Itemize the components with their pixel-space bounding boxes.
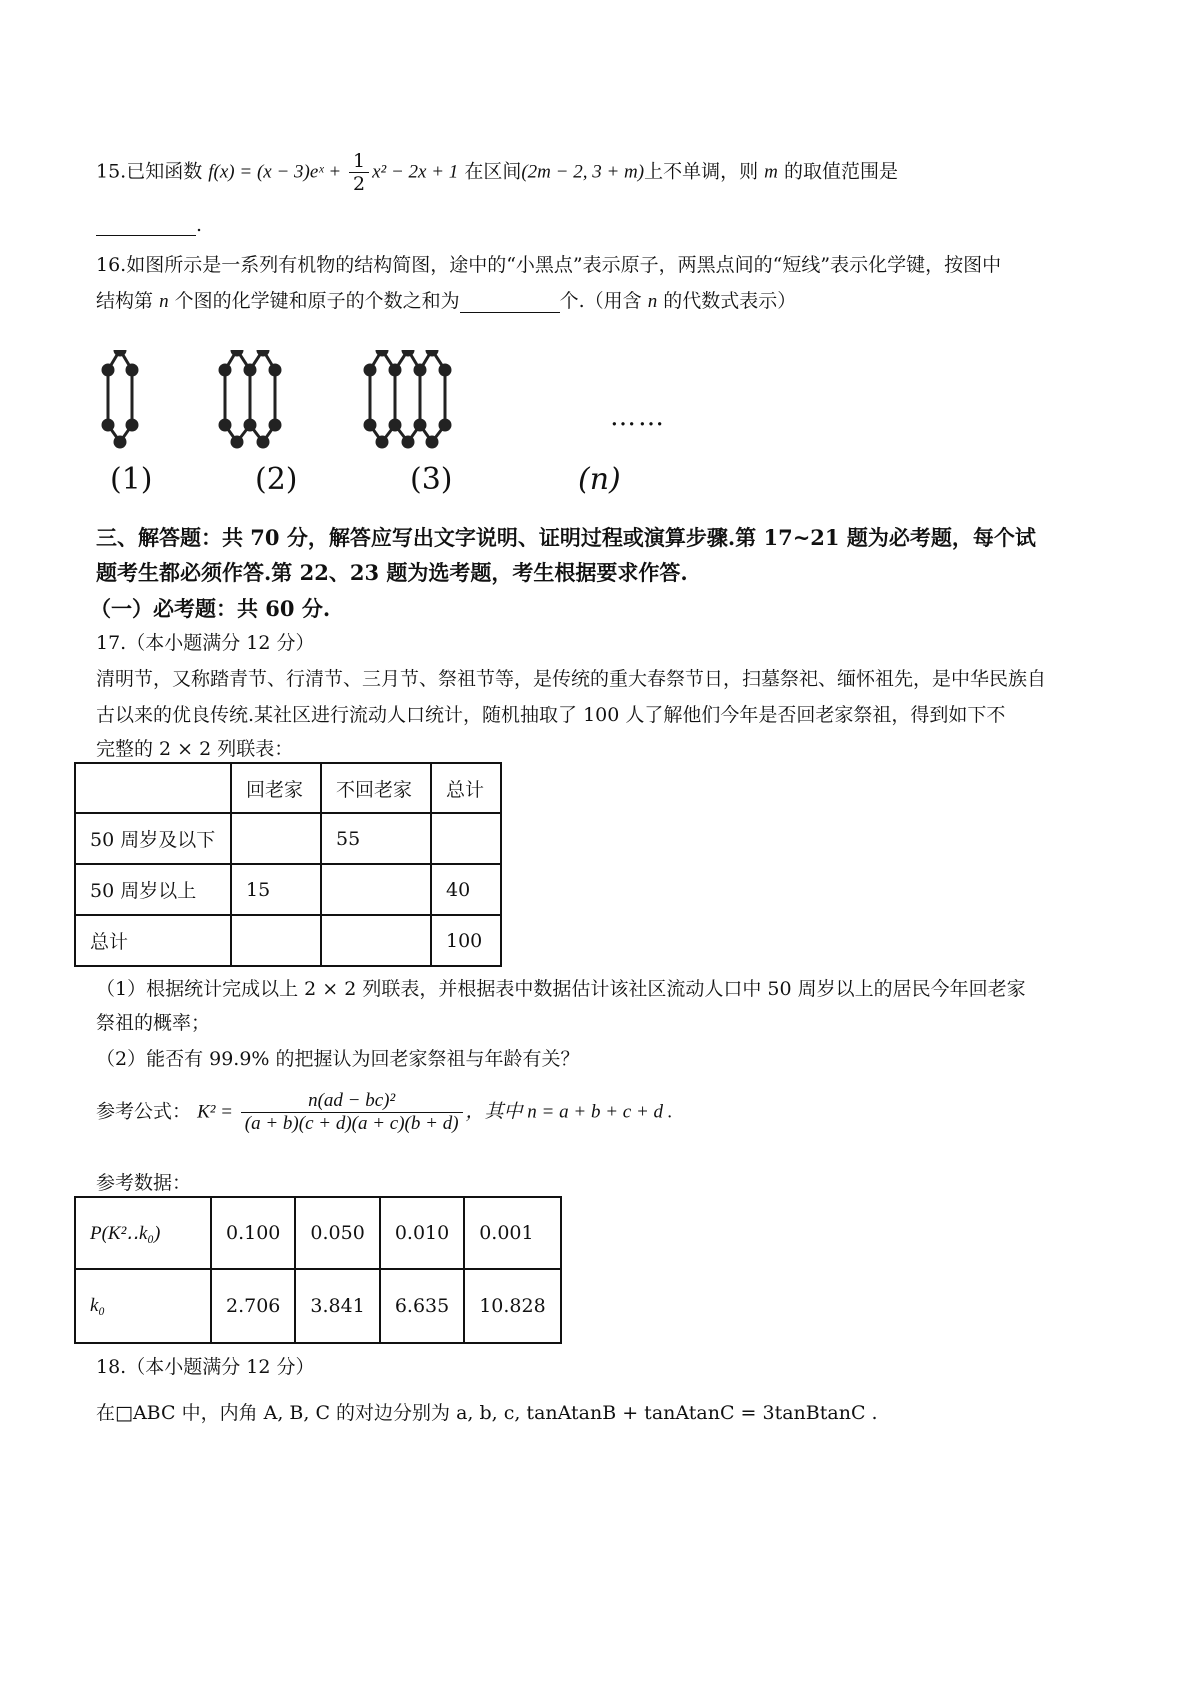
figure-label-3: (3)	[410, 462, 453, 497]
q17-p2: 古以来的优良传统.某社区进行流动人口统计，随机抽取了 100 人了解他们今年是否回老家祭祖，得到如下不	[96, 704, 1006, 726]
q15-frac-num: 1	[349, 150, 369, 173]
table-row	[75, 1269, 561, 1343]
table-row	[75, 915, 501, 966]
q17-sub1b: 祭祖的概率；	[96, 1012, 211, 1034]
formula-lhs: K² =	[197, 1101, 238, 1123]
table-cell: 6.635	[380, 1269, 464, 1343]
table-cell: 0.050	[295, 1197, 379, 1269]
q15-function: f(x) = (x − 3)eˣ +	[208, 161, 346, 183]
table-cell	[75, 763, 231, 813]
table-cell: 总计	[431, 763, 501, 813]
section3-line1: 三、解答题：共 70 分，解答应写出文字说明、证明过程或演算步骤.第 17~21 题为必考题，每个试	[96, 525, 1036, 550]
q16-line2-a: 结构第	[96, 290, 154, 312]
q15-blank-end: .	[196, 214, 203, 236]
q15-prefix: 15.已知函数	[96, 160, 203, 183]
table-cell: 0.100	[211, 1197, 295, 1269]
q17-p3: 完整的 2 × 2 列联表：	[96, 738, 294, 760]
q17-sub2: （2）能否有 99.9% 的把握认为回老家祭祖与年龄有关？	[96, 1048, 580, 1070]
q15-suffix: 上不单调，则	[644, 160, 759, 183]
contingency-table	[74, 762, 502, 967]
q16-var-n2: n	[647, 291, 658, 312]
q16-blank[interactable]	[460, 294, 560, 313]
table-cell	[321, 915, 431, 966]
table-cell	[231, 813, 321, 864]
molecule-2	[220, 350, 280, 447]
formula-label: 参考公式：	[96, 1100, 192, 1123]
q18-body: 在□ABC 中，内角 A, B, C 的对边分别为 a, b, c, tanAtanB + tanAtanC = 3tanBtanC .	[96, 1402, 878, 1424]
table-cell: 回老家	[231, 763, 321, 813]
table-cell	[231, 915, 321, 966]
q17-p1: 清明节，又称踏青节、行清节、三月节、祭祖节等，是传统的重大春祭节日，扫墓祭祀、缅怀祖先，是中华民族自	[96, 668, 1047, 690]
q16-line2-b: 个图的化学键和原子的个数之和为	[174, 290, 460, 312]
table-cell: P(K²‥k₀)	[75, 1197, 211, 1269]
table-cell: 总计	[75, 915, 231, 966]
table-cell: 15	[231, 864, 321, 915]
q16-line2-c: 个.（用含	[559, 290, 642, 312]
table-row	[75, 864, 501, 915]
formula-numerator: n(ad − bc)²	[241, 1090, 463, 1113]
molecule-structure-figure	[100, 350, 660, 470]
q15-frac-den: 2	[352, 173, 366, 195]
q15-interval: (2m − 2, 3 + m)	[521, 161, 645, 183]
table-cell: 55	[321, 813, 431, 864]
table-cell: 不回老家	[321, 763, 431, 813]
formula-tail: ，其中 n = a + b + c + d .	[465, 1101, 673, 1123]
section3-line2: 题考生都必须作答.第 22、23 题为选考题，考生根据要求作答.	[96, 560, 688, 585]
formula-fraction	[241, 1090, 463, 1135]
table-cell	[321, 864, 431, 915]
q15-blank[interactable]	[96, 217, 196, 236]
figure-label-n: (n)	[578, 462, 621, 497]
q18-head: 18.（本小题满分 12 分）	[96, 1356, 315, 1378]
table-cell: 50 周岁以上	[75, 864, 231, 915]
table-cell: 2.706	[211, 1269, 295, 1343]
q16-line2-d: 的代数式表示）	[663, 290, 797, 312]
table-cell: 40	[431, 864, 501, 915]
table-cell: 50 周岁及以下	[75, 813, 231, 864]
table-row	[75, 763, 501, 813]
table-cell: 0.001	[464, 1197, 560, 1269]
figure-ellipsis: ……	[610, 402, 666, 432]
table-cell	[431, 813, 501, 864]
q17-ref-label: 参考数据：	[96, 1172, 192, 1194]
molecule-3	[365, 350, 450, 447]
table-row	[75, 1197, 561, 1269]
q17-sub1a: （1）根据统计完成以上 2 × 2 列联表，并根据表中数据估计该社区流动人口中 50 周岁以上的居民今年回老家	[96, 978, 1026, 1000]
q15-fraction	[349, 150, 369, 195]
table-row	[75, 813, 501, 864]
q15-function-tail: x² − 2x + 1	[372, 161, 459, 183]
table-cell: 10.828	[464, 1269, 560, 1343]
figure-label-2: (2)	[255, 462, 298, 497]
q16-line2	[96, 286, 796, 313]
section3-sub: （一）必考题：共 60 分.	[90, 596, 331, 621]
q16-line1: 16.如图所示是一系列有机物的结构简图，途中的“小黑点”表示原子，两黑点间的“短线”表示化学键，按图中	[96, 254, 1002, 276]
table-cell: k₀	[75, 1269, 211, 1343]
q16-var-n: n	[159, 291, 169, 312]
q17-head: 17.（本小题满分 12 分）	[96, 632, 315, 654]
q15-var: m	[764, 161, 778, 183]
q17-formula	[96, 1090, 673, 1135]
table-cell: 0.010	[380, 1197, 464, 1269]
question-15	[96, 150, 898, 195]
figure-label-1: (1)	[110, 462, 153, 497]
molecule-1	[103, 350, 150, 447]
table-cell: 3.841	[295, 1269, 379, 1343]
table-cell: 100	[431, 915, 501, 966]
formula-denominator: (a + b)(c + d)(a + c)(b + d)	[244, 1113, 459, 1134]
q15-mid: 在区间	[464, 160, 522, 183]
q15-answer-blank	[96, 214, 202, 236]
reference-table	[74, 1196, 562, 1344]
q15-end: 的取值范围是	[783, 160, 898, 183]
